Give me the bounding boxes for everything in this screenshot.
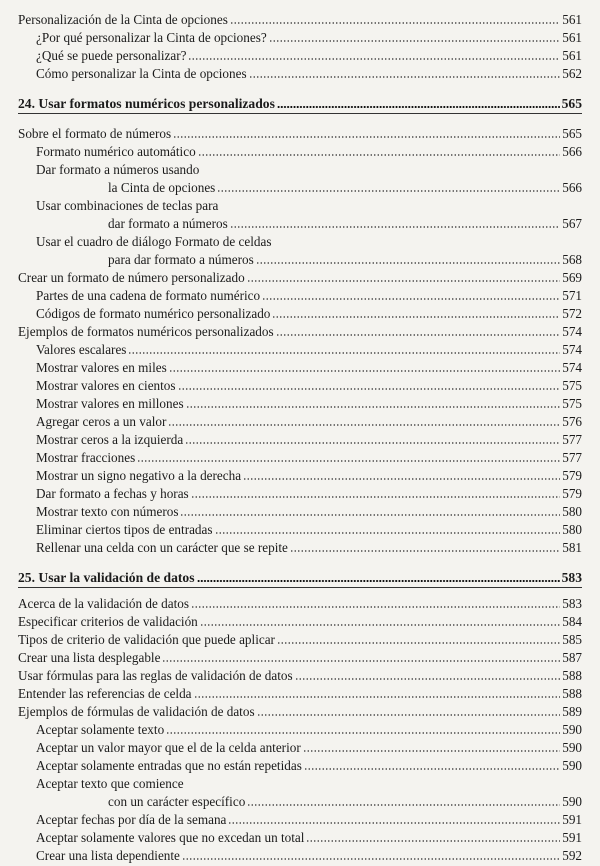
- toc-page-number: 588: [562, 668, 582, 683]
- toc-entry-title: Crear una lista desplegable: [18, 650, 161, 665]
- toc-entry-title: Dar formato a números usando: [36, 162, 200, 177]
- toc-entry-title: ¿Por qué personalizar la Cinta de opciones?: [36, 30, 267, 45]
- toc-page-number: 577: [562, 432, 582, 447]
- toc-page-number: 561: [562, 30, 582, 45]
- toc-entry-title: 25. Usar la validación de datos: [18, 570, 195, 585]
- toc-entry: [18, 614, 582, 631]
- dot-leader: [249, 75, 561, 79]
- toc-page-number: 590: [562, 758, 582, 773]
- toc-entry-title: Partes de una cadena de formato numérico: [36, 288, 261, 303]
- toc-page-number: 574: [562, 324, 582, 339]
- toc-entry-title: Eliminar ciertos tipos de entradas: [36, 522, 213, 537]
- toc-page-number: 592: [562, 848, 582, 863]
- toc-entry-title: Cómo personalizar la Cinta de opciones: [36, 66, 247, 81]
- dot-leader: [256, 261, 560, 265]
- toc-page-number: 584: [562, 614, 582, 629]
- toc-entry-title: Aceptar texto que comience: [36, 776, 184, 791]
- toc-entry: [36, 486, 582, 503]
- toc-entry-title: Sobre el formato de números: [18, 126, 172, 141]
- dot-leader: [191, 495, 561, 499]
- dot-leader: [168, 423, 560, 427]
- dot-leader: [230, 21, 560, 25]
- toc-entry-title: Usar el cuadro de diálogo Formato de celdas: [36, 234, 272, 249]
- toc-page-number: 577: [562, 450, 582, 465]
- toc-entry: [36, 414, 582, 431]
- dot-leader: [180, 513, 560, 517]
- toc-page-number: 579: [562, 468, 582, 483]
- toc-entry: [18, 126, 582, 143]
- toc-entry-title: Ejemplos de formatos numéricos personalizados: [18, 324, 274, 339]
- toc-entry: [36, 306, 582, 323]
- toc-entry-title: Mostrar valores en millones: [36, 396, 184, 411]
- toc-entry-continuation: dar formato a números: [108, 216, 228, 231]
- dot-leader: [188, 57, 560, 61]
- toc-page-number: 590: [562, 722, 582, 737]
- toc-entry: [36, 848, 582, 865]
- dot-leader: [178, 387, 561, 391]
- toc-page-number: 580: [562, 504, 582, 519]
- toc-entry-title: Mostrar valores en cientos: [36, 378, 176, 393]
- toc-entry: [36, 468, 582, 485]
- toc-entry-title: Rellenar una celda con un carácter que se repite: [36, 540, 288, 555]
- dot-leader: [272, 315, 560, 319]
- toc-entry: [36, 740, 582, 757]
- toc-entry-title: Aceptar solamente valores que no excedan un total: [36, 830, 305, 845]
- toc-entry-continuation: para dar formato a números: [108, 252, 254, 267]
- toc-entry-title: Crear un formato de número personalizado: [18, 270, 245, 285]
- dot-leader: [191, 605, 560, 609]
- toc-entry-title: 24. Usar formatos numéricos personalizados: [18, 96, 275, 111]
- toc-entry: [36, 722, 582, 739]
- chapter-divider: [18, 587, 582, 588]
- toc-page-number: 575: [562, 396, 582, 411]
- toc-entry: [18, 596, 582, 613]
- toc-entry: [36, 758, 582, 775]
- dot-leader: [306, 839, 560, 843]
- toc-entry: [36, 360, 582, 377]
- toc-entry-title: Mostrar fracciones: [36, 450, 136, 465]
- dot-leader: [295, 677, 561, 681]
- toc-page-number: 585: [562, 632, 582, 647]
- toc-page-number: 569: [562, 270, 582, 285]
- toc-entry: [18, 686, 582, 703]
- dot-leader: [243, 477, 560, 481]
- toc-entry-title: Mostrar un signo negativo a la derecha: [36, 468, 242, 483]
- toc-entry: [108, 180, 582, 197]
- toc-entry-title: ¿Qué se puede personalizar?: [36, 48, 187, 63]
- dot-leader: [162, 659, 560, 663]
- dot-leader: [277, 641, 560, 645]
- toc-page-number: 575: [562, 378, 582, 393]
- toc-entry: [18, 668, 582, 685]
- dot-leader: [186, 405, 561, 409]
- toc-entry-title: Mostrar valores en miles: [36, 360, 167, 375]
- dot-leader: [200, 623, 560, 627]
- toc-page-number: 587: [562, 650, 582, 665]
- dot-leader: [290, 549, 560, 553]
- toc-entry: [18, 704, 582, 721]
- toc-entry-title: Especificar criterios de validación: [18, 614, 198, 629]
- toc-entry: [108, 794, 582, 811]
- toc-entry-continuation: la Cinta de opciones: [108, 180, 216, 195]
- dot-leader: [230, 225, 560, 229]
- toc-page-number: 579: [562, 486, 582, 501]
- dot-leader: [185, 441, 560, 445]
- toc-entry: [36, 504, 582, 521]
- toc-page-number: 565: [561, 96, 582, 111]
- toc-entry-title: Aceptar solamente texto: [36, 722, 165, 737]
- toc-page-number: 565: [562, 126, 582, 141]
- dot-leader: [166, 731, 560, 735]
- toc-entry-title: Crear una lista dependiente: [36, 848, 180, 863]
- toc-page-number: 583: [561, 570, 582, 585]
- toc-entry-title: Agregar ceros a un valor: [36, 414, 167, 429]
- toc-entry-title: Tipos de criterio de validación que puede aplicar: [18, 632, 275, 647]
- dot-leader: [215, 531, 561, 535]
- toc-entry-title: Usar combinaciones de teclas para: [36, 198, 219, 213]
- toc-entry-title: Acerca de la validación de datos: [18, 596, 189, 611]
- toc-entry: [18, 270, 582, 287]
- toc-entry-title: Entender las referencias de celda: [18, 686, 192, 701]
- toc-entry: [36, 66, 582, 83]
- toc-page-number: 567: [562, 216, 582, 231]
- dot-leader: [269, 39, 561, 43]
- dot-leader: [262, 297, 560, 301]
- toc-entry: [36, 342, 582, 359]
- dot-leader: [276, 333, 561, 337]
- toc-entry: [36, 812, 582, 829]
- toc-page-number: 591: [562, 830, 582, 845]
- toc-entry: [36, 288, 582, 305]
- toc-entry: [36, 830, 582, 847]
- toc-page-number: 588: [562, 686, 582, 701]
- toc-chapter-heading: [18, 570, 582, 587]
- toc-entry: [18, 632, 582, 649]
- toc-page-number: 571: [562, 288, 582, 303]
- dot-leader: [217, 189, 560, 193]
- dot-leader: [137, 459, 560, 463]
- toc-entry-title: Mostrar texto con números: [36, 504, 179, 519]
- toc-page-number: 568: [562, 252, 582, 267]
- toc-entry-continuation: con un carácter específico: [108, 794, 246, 809]
- toc-page-number: 574: [562, 360, 582, 375]
- dot-leader: [182, 857, 560, 861]
- toc-entry-title: Ejemplos de fórmulas de validación de datos: [18, 704, 255, 719]
- toc-entry: [36, 450, 582, 467]
- toc-page-number: 583: [562, 596, 582, 611]
- dot-leader: [277, 105, 560, 109]
- toc-page-number: 589: [562, 704, 582, 719]
- toc-entry: [36, 144, 582, 161]
- dot-leader: [304, 767, 560, 771]
- toc-page-number: 580: [562, 522, 582, 537]
- toc-entry-title: Aceptar solamente entradas que no están repetidas: [36, 758, 302, 773]
- toc-page-number: 581: [562, 540, 582, 555]
- toc-entry: [18, 324, 582, 341]
- dot-leader: [257, 713, 561, 717]
- dot-leader: [247, 279, 561, 283]
- toc-page-number: 562: [562, 66, 582, 81]
- toc-entry: [36, 48, 582, 65]
- toc-entry-title: Valores escalares: [36, 342, 127, 357]
- toc-page-number: 566: [562, 180, 582, 195]
- toc-page-number: 590: [562, 740, 582, 755]
- toc-page-number: 561: [562, 12, 582, 27]
- toc-entry-title: Aceptar un valor mayor que el de la celda anterior: [36, 740, 301, 755]
- dot-leader: [198, 153, 561, 157]
- toc-page-number: 566: [562, 144, 582, 159]
- toc-entry-title: Códigos de formato numérico personalizado: [36, 306, 271, 321]
- toc-entry: [36, 522, 582, 539]
- toc-page-number: 590: [562, 794, 582, 809]
- dot-leader: [194, 695, 561, 699]
- toc-chapter-heading: [18, 96, 582, 113]
- toc-entry: [36, 378, 582, 395]
- dot-leader: [169, 369, 560, 373]
- toc-entry: [18, 650, 582, 667]
- toc-page-number: 561: [562, 48, 582, 63]
- toc-entry: [108, 252, 582, 269]
- dot-leader: [128, 351, 560, 355]
- toc-entry: [36, 432, 582, 449]
- toc-page-number: 574: [562, 342, 582, 357]
- dot-leader: [197, 579, 560, 583]
- toc-entry-title: Dar formato a fechas y horas: [36, 486, 189, 501]
- toc-entry-title: Usar fórmulas para las reglas de validación de datos: [18, 668, 293, 683]
- toc-entry-title: Formato numérico automático: [36, 144, 196, 159]
- toc-entry: [108, 216, 582, 233]
- dot-leader: [303, 749, 560, 753]
- toc-page-number: 576: [562, 414, 582, 429]
- toc-entry: [36, 396, 582, 413]
- toc-entry-title: Personalización de la Cinta de opciones: [18, 12, 228, 27]
- toc-page-number: 572: [562, 306, 582, 321]
- toc-entry: [36, 540, 582, 557]
- toc-entry-title: Aceptar fechas por día de la semana: [36, 812, 227, 827]
- toc-entry: [18, 12, 582, 29]
- toc-page-number: 591: [562, 812, 582, 827]
- toc-entry: [36, 30, 582, 47]
- dot-leader: [247, 803, 560, 807]
- chapter-divider: [18, 113, 582, 114]
- toc-entry-title: Mostrar ceros a la izquierda: [36, 432, 184, 447]
- dot-leader: [173, 135, 560, 139]
- dot-leader: [228, 821, 560, 825]
